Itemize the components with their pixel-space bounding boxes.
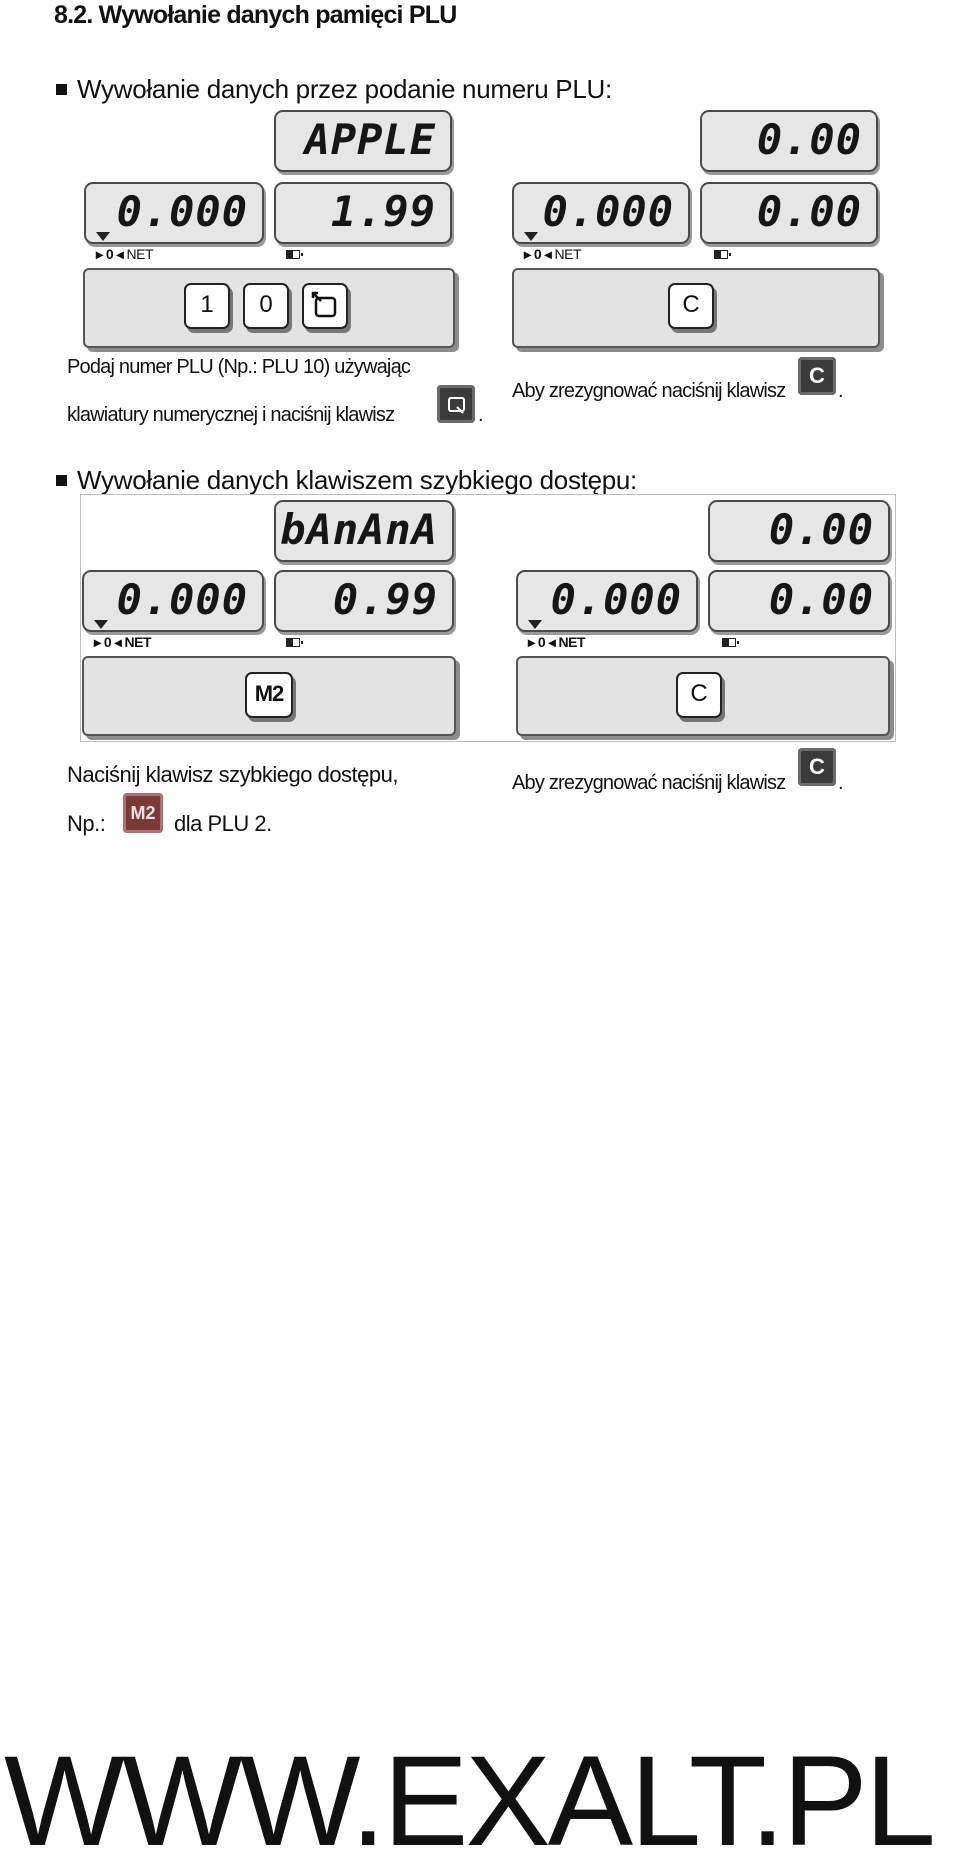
digit-key-1[interactable]: 1 — [184, 283, 230, 329]
net-indicator: NET — [124, 634, 152, 650]
weight-display: 0.000 — [512, 182, 690, 244]
zero-indicator: ▸ 0 ◂ NET — [94, 634, 152, 650]
top-price-display: 0.00 — [708, 500, 890, 562]
weight-display: 0.000 — [84, 182, 264, 244]
quick-access-instruction-example: Np.: — [67, 811, 106, 836]
zero-indicator: ▸ 0 ◂ NET — [528, 634, 586, 650]
top-price-display: 0.00 — [700, 110, 878, 172]
battery-icon — [714, 250, 728, 259]
weight-display: 0.000 — [82, 570, 264, 632]
plu-name-display: APPLE — [274, 110, 452, 172]
quick-access-instruction-line-1: Naciśnij klawisz szybkiego dostępu, — [67, 762, 398, 787]
weight-display: 0.000 — [516, 570, 698, 632]
net-indicator: NET — [558, 634, 586, 650]
cancel-instruction-period: . — [838, 380, 843, 402]
clear-key-image: C — [798, 748, 836, 786]
cancel-instruction-period: . — [838, 772, 843, 794]
battery-icon — [286, 638, 300, 647]
cancel-instruction: Aby zrezygnować naciśnij klawisz — [512, 772, 786, 794]
recall-arrow-icon — [437, 385, 475, 423]
plu-recall-key-image — [437, 385, 475, 423]
zero-indicator: ▸ 0 ◂ NET — [524, 246, 582, 262]
recall-arrow-icon — [305, 286, 345, 326]
digit-key-0[interactable]: 0 — [243, 283, 289, 329]
section1-heading-text: Wywołanie danych przez podanie numeru PLU: — [77, 74, 612, 104]
price-display: 0.99 — [274, 570, 454, 632]
page-title: 8.2. Wywołanie danych pamięci PLU — [54, 1, 457, 29]
footer-website: WWW.EXALT.PL — [4, 1730, 933, 1873]
section2-heading-text: Wywołanie danych klawiszem szybkiego dostępu: — [77, 465, 637, 495]
clear-key-image: C — [798, 357, 836, 395]
stable-triangle-icon — [96, 232, 110, 241]
battery-icon — [286, 250, 300, 259]
clear-key[interactable]: C — [668, 283, 714, 329]
section1-heading — [56, 74, 612, 104]
stable-triangle-icon — [94, 620, 108, 629]
stable-triangle-icon — [528, 620, 542, 629]
recall-key[interactable] — [302, 283, 348, 329]
quick-key-m2[interactable]: M2 — [245, 672, 293, 718]
net-indicator: NET — [554, 246, 582, 262]
price-display: 0.00 — [700, 182, 878, 244]
instruction-line-1: Podaj numer PLU (Np.: PLU 10) używając — [67, 356, 411, 378]
bullet-square-icon — [56, 84, 67, 95]
m2-key-image: M2 — [123, 793, 163, 833]
instruction-period: . — [478, 404, 483, 426]
instruction-line-2: klawiatury numerycznej i naciśnij klawisz — [67, 404, 395, 426]
clear-key[interactable]: C — [676, 672, 722, 718]
stable-triangle-icon — [524, 232, 538, 241]
battery-icon — [722, 638, 736, 647]
quick-access-instruction-plu: dla PLU 2. — [174, 811, 272, 836]
price-display: 1.99 — [274, 182, 452, 244]
plu-name-display: bAnAnA — [274, 500, 454, 562]
cancel-instruction: Aby zrezygnować naciśnij klawisz — [512, 380, 786, 402]
price-display: 0.00 — [708, 570, 890, 632]
net-indicator: NET — [126, 246, 154, 262]
bullet-square-icon — [56, 475, 67, 486]
zero-indicator: ▸ 0 ◂ NET — [96, 246, 154, 262]
section2-heading — [56, 465, 637, 495]
